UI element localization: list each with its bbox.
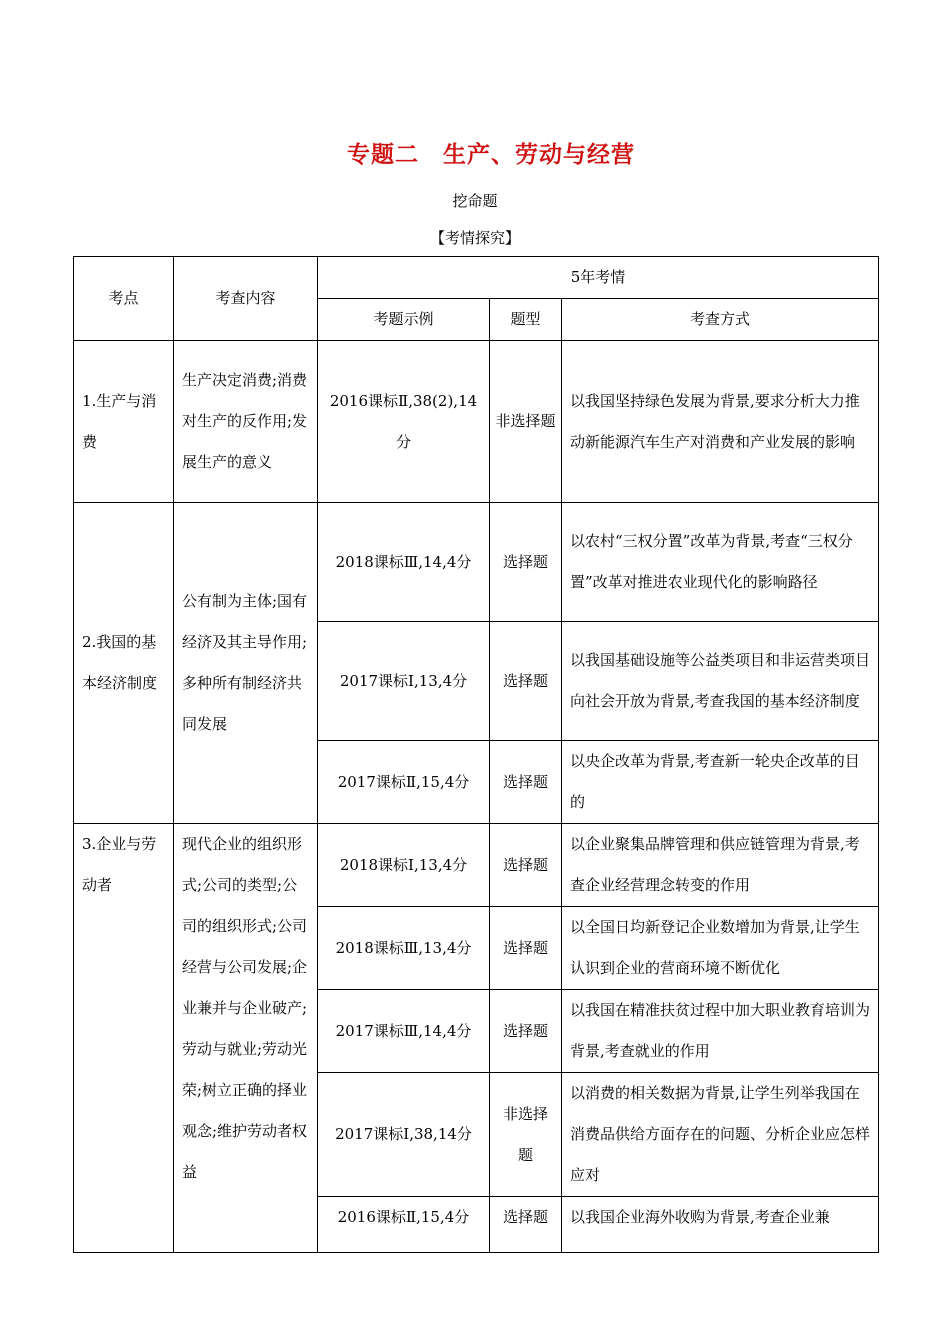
method-cell: 以央企改革为背景,考查新一轮央企改革的目的 xyxy=(562,741,879,824)
header-method: 考查方式 xyxy=(562,299,879,341)
table-row xyxy=(74,341,879,503)
method-cell: 以消费的相关数据为背景,让学生列举我国在消费品供给方面存在的问题、分析企业应怎样应对 xyxy=(562,1073,879,1197)
content-cell: 生产决定消费;消费对生产的反作用;发展生产的意义 xyxy=(174,341,318,503)
example-cell: 2017课标Ⅱ,15,4分 xyxy=(318,741,490,824)
example-cell: 2016课标Ⅱ,15,4分 xyxy=(318,1197,490,1253)
kaodian-cell: 1.生产与消费 xyxy=(74,341,174,503)
method-cell: 以我国在精准扶贫过程中加大职业教育培训为背景,考查就业的作用 xyxy=(562,990,879,1073)
type-cell: 选择题 xyxy=(490,990,562,1073)
type-cell: 选择题 xyxy=(490,907,562,990)
method-cell: 以农村“三权分置”改革为背景,考查“三权分置”改革对推进农业现代化的影响路径 xyxy=(562,503,879,622)
method-cell: 以我国坚持绿色发展为背景,要求分析大力推动新能源汽车生产对消费和产业发展的影响 xyxy=(562,341,879,503)
header-row-1 xyxy=(74,257,879,299)
header-content: 考查内容 xyxy=(174,257,318,341)
type-cell: 选择题 xyxy=(490,1197,562,1253)
method-cell: 以我国企业海外收购为背景,考查企业兼 xyxy=(562,1197,879,1253)
type-cell: 选择题 xyxy=(490,622,562,741)
kaodian-cell: 3.企业与劳动者 xyxy=(74,824,174,1253)
example-cell: 2018课标Ⅰ,13,4分 xyxy=(318,824,490,907)
method-cell: 以企业聚集品牌管理和供应链管理为背景,考查企业经营理念转变的作用 xyxy=(562,824,879,907)
method-cell: 以我国基础设施等公益类项目和非运营类项目向社会开放为背景,考查我国的基本经济制度 xyxy=(562,622,879,741)
exam-analysis-table xyxy=(73,256,879,1253)
kaodian-cell: 2.我国的基本经济制度 xyxy=(74,503,174,824)
subtitle: 挖命题 xyxy=(452,192,498,210)
content-cell: 现代企业的组织形式;公司的类型;公司的组织形式;公司经营与公司发展;企业兼并与企业破产;劳动与就业;劳动光荣;树立正确的择业观念;维护劳动者权益 xyxy=(174,824,318,1253)
table-row xyxy=(74,503,879,622)
example-cell: 2016课标Ⅱ,38(2),14分 xyxy=(318,341,490,503)
type-cell: 非选择题 xyxy=(490,341,562,503)
type-cell: 选择题 xyxy=(490,503,562,622)
example-cell: 2018课标Ⅲ,13,4分 xyxy=(318,907,490,990)
example-cell: 2017课标Ⅰ,38,14分 xyxy=(318,1073,490,1197)
type-cell: 选择题 xyxy=(490,824,562,907)
table-row xyxy=(74,824,879,907)
header-example: 考题示例 xyxy=(318,299,490,341)
type-cell: 非选择题 xyxy=(490,1073,562,1197)
header-kaodian: 考点 xyxy=(74,257,174,341)
header-five-year: 5年考情 xyxy=(318,257,879,299)
method-cell: 以全国日均新登记企业数增加为背景,让学生认识到企业的营商环境不断优化 xyxy=(562,907,879,990)
example-cell: 2017课标Ⅲ,14,4分 xyxy=(318,990,490,1073)
example-cell: 2017课标Ⅰ,13,4分 xyxy=(318,622,490,741)
section-label: 【考情探究】 xyxy=(429,229,520,247)
type-cell: 选择题 xyxy=(490,741,562,824)
page-title: 专题二 生产、劳动与经营 xyxy=(347,142,635,168)
example-cell: 2018课标Ⅲ,14,4分 xyxy=(318,503,490,622)
content-cell: 公有制为主体;国有经济及其主导作用;多种所有制经济共同发展 xyxy=(174,503,318,824)
header-type: 题型 xyxy=(490,299,562,341)
